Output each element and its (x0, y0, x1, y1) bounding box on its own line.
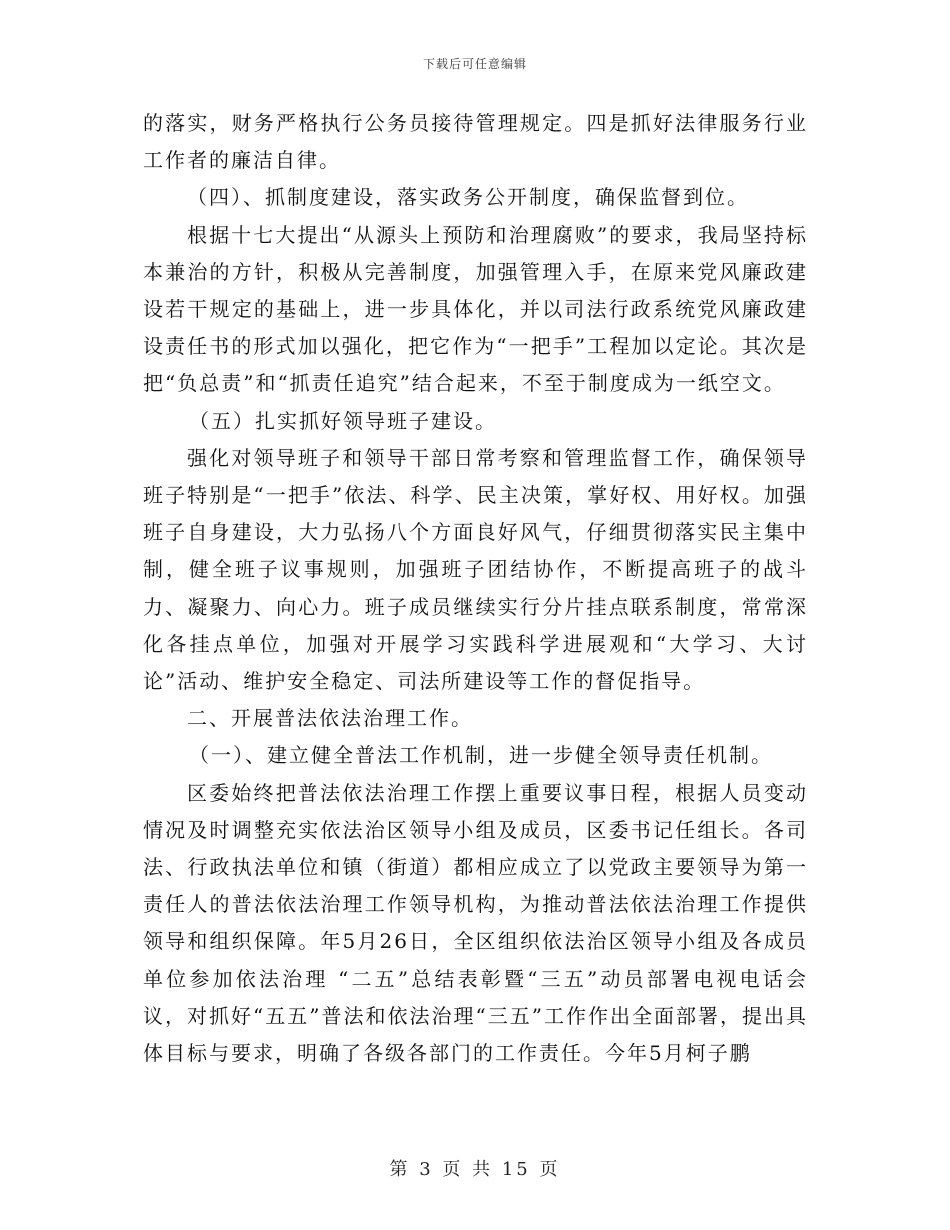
paragraph: 的落实，财务严格执行公务员接待管理规定。四是抓好法律服务行业工作者的廉洁自律。 (143, 111, 808, 173)
paragraph: 强化对领导班子和领导干部日常考察和管理监督工作，确保领导班子特别是“一把手”依法、科学、民主决策，掌好权、用好权。加强班子自身建设，大力弘扬八个方面良好风气，仔细贯彻落实民主集中制，健全班子议事规则，加强班子团结协作，不断提高班子的战斗力、凝聚力、向心力。班子成员继续实行分片挂点联系制度，常常深化各挂点单位，加强对开展学习实践科学进展观和“大学习、大讨论”活动、维护安全稳定、司法所建设等工作的督促指导。 (143, 445, 808, 694)
page-header: 下载后可任意编辑 (422, 57, 527, 71)
section-heading: （四）、抓制度建设，落实政务公开制度，确保监督到位。 (187, 185, 749, 210)
section-heading: （五）扎实抓好领导班子建设。 (189, 408, 497, 433)
paragraph: 根据十七大提出“从源头上预防和治理腐败”的要求，我局坚持标本兼治的方针，积极从完善制度，加强管理入手，在原来党风廉政建设若干规定的基础上，进一步具体化，并以司法行政系统党风廉政建设责任书的形式加以强化，把它作为“一把手”工程加以定论。其次是把“负总责”和“抓责任追究”结合起来，不至于制度成为一纸空文。 (143, 222, 808, 396)
section-heading: 二、开展普法依法治理工作。 (187, 706, 473, 731)
page-number: 第 3 页 共 15 页 (389, 1159, 561, 1180)
document-body (143, 105, 808, 1072)
section-heading: （一）、建立健全普法工作机制，进一步健全领导责任机制。 (189, 743, 773, 768)
paragraph: 区委始终把普法依法治理工作摆上重要议事日程，根据人员变动情况及时调整充实依法治区领导小组及成员，区委书记任组长。各司法、行政执法单位和镇（街道）都相应成立了以党政主要领导为第一责任人的普法依法治理工作领导机构，为推动普法依法治理工作提供领导和组织保障。年5月26日，全区组织依法治区领导小组及各成员单位参加依法治理 “二五”总结表彰暨“三五”动员部署电视电话会议，对抓好“五五”普法和依法治理“三五”工作作出全面部署，提出具体目标与要求，明确了各级各部门的工作责任。今年5月柯子鹏 (143, 780, 808, 1066)
